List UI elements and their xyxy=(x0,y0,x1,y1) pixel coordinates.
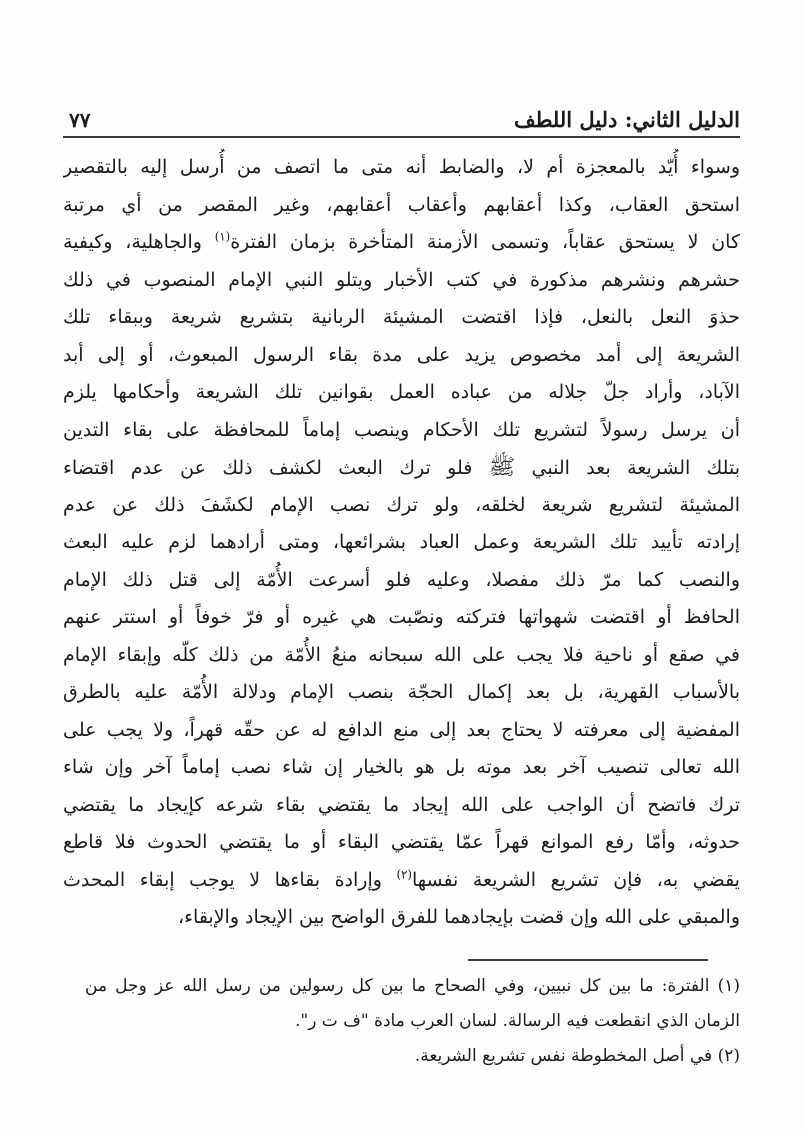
body-line: ترك فاتضح أن الواجب على الله إيجاد ما يقتضي بقاء شرعه كإيجاد ما يقتضي xyxy=(63,793,740,816)
footnote-marker: (١) xyxy=(214,229,231,244)
body-line: في صقع أو ناحية فلا يجب على الله سبحانه منعُ الأُمّة من ذلك كلّه وإبقاء الإمام xyxy=(63,643,740,666)
body-line: بتلك الشريعة بعد النبي ﷺ فلو ترك البعث لكشف ذلك عن عدم اقتضاء xyxy=(63,455,740,480)
body-line: الحافظ أو اقتضت شهواتها فتركته ونصّبت هي غيره أو فرّ خوفاً أو استتر عنهم xyxy=(63,606,740,628)
body-line: استحق العقاب، وكذا أعقابهم وأعقاب أعقابهم، وغير المقصر من أي مرتبة xyxy=(63,193,740,216)
running-head-title: الدليل الثاني: دليل اللطف xyxy=(513,107,740,132)
body-line: الآباد، وأراد جلّ جلاله من عباده العمل بقوانين تلك الشريعة وأحكامها يلزم xyxy=(63,381,740,403)
body-line: إرادته تأييد تلك الشريعة وعمل العباد بشرائعها، ومتى أرادهما لزم عليه البعث xyxy=(63,531,740,553)
body-line: أن يرسل رسولاً لتشريع تلك الأحكام وينصب إماماً للمحافظة على بقاء التدين xyxy=(63,418,740,441)
body-line: حذوَ النعل بالنعل، فإذا اقتضت المشيئة الربانية بتشريع شريعة وببقاء تلك xyxy=(63,306,740,328)
body-line: المفضية إلى معرفته لا يحتاج بعد إلى منع الدافع له عن حقّه قهراً، ولا يجب على xyxy=(63,718,740,741)
body-line: بالأسباب القهرية، بل بعد إكمال الحجّة بنصب الإمام ودلالة الأُمّة عليه بالطرق xyxy=(63,681,740,703)
body-line: الشريعة إلى أمد مخصوص يزيد على مدة بقاء الرسول المبعوث، أو إلى أبد xyxy=(63,343,740,366)
body-line: والنصب كما مرّ ذلك مفصلا، وعليه فلو أسرعت الأُمّة إلى قتل ذلك الإمام xyxy=(63,568,740,591)
footnote-line: (١) الفترة: ما بين كل نبيين، وفي الصحاح ما بين كل رسولين من رسل الله عز وجل من xyxy=(85,975,740,996)
footnote-line: (٢) في أصل المخطوطة نفس تشريع الشريعة. xyxy=(414,1045,740,1066)
page-number: ٧٧ xyxy=(69,108,91,132)
body-line: المشيئة لتشريع شريعة لخلقه، ولو ترك نصب الإمام لكشَفَ ذلك عن عدم xyxy=(63,493,740,516)
body-line: كان لا يستحق عقاباً، وتسمى الأزمنة المتأخرة بزمان الفترة$^{(١)}$ والجاهلية، وكيفية xyxy=(63,229,740,253)
footnote-marker: (٢) xyxy=(396,867,412,882)
body-line: الله تعالى تنصيب آخر بعد موته بل هو بالخيار إن شاء نصب إماماً آخر وإن شاء xyxy=(63,756,740,778)
body-text xyxy=(63,149,740,937)
honorific-symbol: ﷺ xyxy=(488,455,516,480)
footnote-line: الزمان الذي انقطعت فيه الرسالة. لسان العرب مادة "ف ت ر". xyxy=(294,1010,740,1031)
footnote-separator xyxy=(468,959,708,961)
body-line: والمبقي على الله وإن قضت بإيجادهما للفرق الواضح بين الإيجاد والإبقاء، xyxy=(177,906,740,928)
page-header xyxy=(0,92,803,132)
body-line: وسواء أُيّد بالمعجزة أم لا، والضابط أنه متى ما اتصف من أُرسل إليه بالتقصير xyxy=(63,156,740,178)
body-line: يقضي به، فإن تشريع الشريعة نفسها$^{(٢)}$ وإرادة بقاءها لا يوجب إبقاء المحدث xyxy=(63,867,740,891)
body-line: حدوثه، وأمّا رفع الموانع قهراً عمّا يقتضي البقاء أو ما يقتضي الحدوث فلا قاطع xyxy=(63,831,740,853)
footnotes xyxy=(63,969,740,1074)
header-rule xyxy=(63,136,740,138)
body-line: حشرهم ونشرهم مذكورة في كتب الأخبار ويتلو النبي الإمام المنصوب في ذلك xyxy=(63,268,740,291)
